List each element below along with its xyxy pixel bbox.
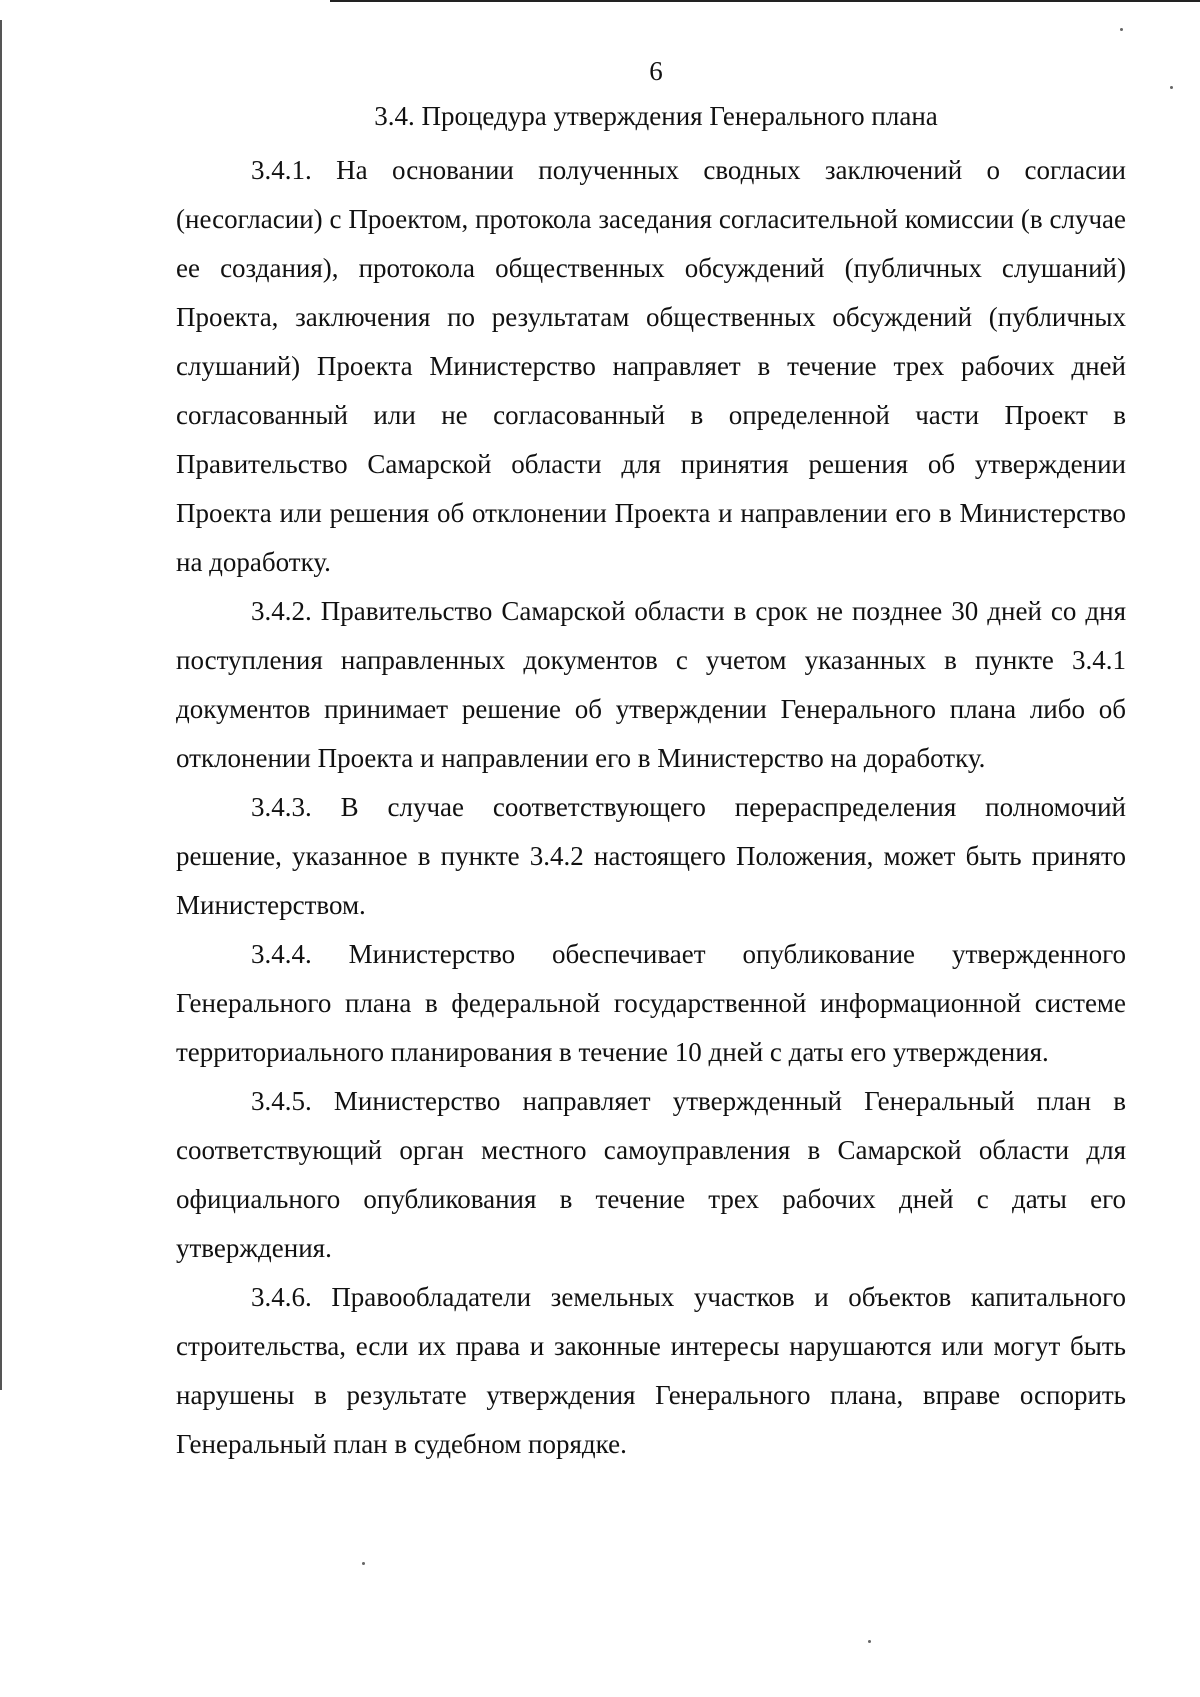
scan-edge-top <box>330 0 1200 2</box>
paragraph-3-4-3: 3.4.3. В случае соответствующего перераспределения полномочий решение, указанное в пункте 3.4.2 настоящего Положения, может быть принято Министерством. <box>176 792 1126 920</box>
page-number: 6 <box>649 56 663 86</box>
paragraph-3-4-6: 3.4.6. Правообладатели земельных участков и объектов капитального строительства, если их права и законные интересы нарушаются или могут быть нарушены в результате утверждения Генерального плана, вправе оспорить Генеральный план в судебном порядке. <box>176 1282 1126 1459</box>
paragraph-3-4-2: 3.4.2. Правительство Самарской области в срок не позднее 30 дней со дня поступления направленных документов с учетом указанных в пункте 3.4.1 документов принимает решение об утверждении Генерального плана либо об отклонении Проекта и направлении его в Министерство на доработку. <box>176 596 1126 773</box>
scan-speck <box>362 1562 365 1565</box>
scan-speck <box>868 1640 871 1643</box>
paragraph-3-4-5: 3.4.5. Министерство направляет утвержденный Генеральный план в соответствующий орган местного самоуправления в Самарской области для официального опубликования в течение трех рабочих дней с даты его утверждения. <box>176 1086 1126 1263</box>
scan-speck <box>1120 28 1123 31</box>
paragraph-3-4-4: 3.4.4. Министерство обеспечивает опубликование утвержденного Генерального плана в федеральной государственной информационной системе территориального планирования в течение 10 дней с даты его утверждения. <box>176 939 1126 1067</box>
paragraph-3-4-1: 3.4.1. На основании полученных сводных заключений о согласии (несогласии) с Проектом, протокола заседания согласительной комиссии (в случае ее создания), протокола общественных обсуждений (публичных слушаний) Проекта, заключения по результатам общественных обсуждений (публичных слушаний) Проекта Министерство направляет в течение трех рабочих дней согласованный или не согласованный в определенной части Проект в Правительство Самарской области для принятия решения об утверждении Проекта или решения об отклонении Проекта и направлении его в Министерство на доработку. <box>176 155 1126 577</box>
section-title: 3.4. Процедура утверждения Генерального плана <box>374 101 938 131</box>
document-body <box>176 146 1126 1469</box>
scan-speck <box>1170 86 1173 89</box>
scan-edge-left <box>0 20 2 1390</box>
